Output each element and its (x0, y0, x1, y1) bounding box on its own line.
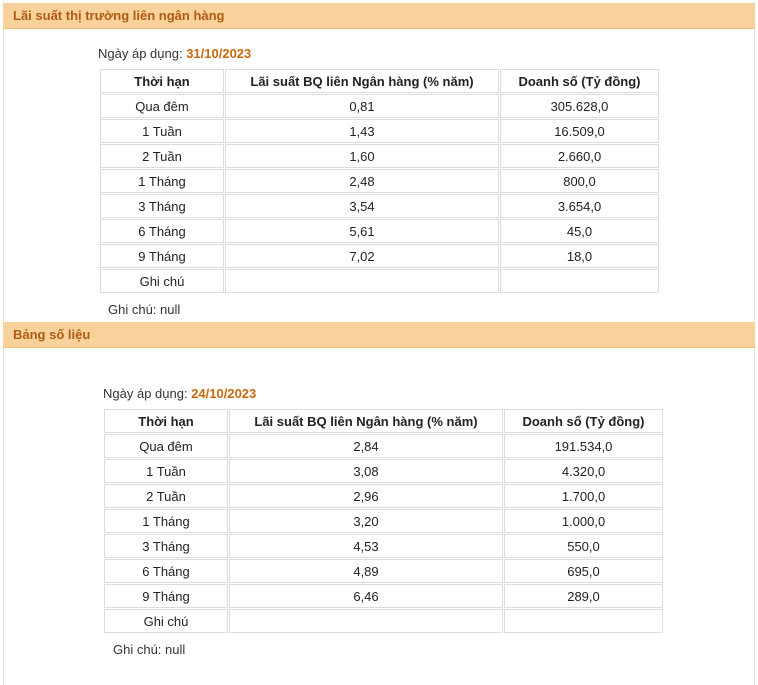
cell-rate: 2,96 (229, 484, 503, 508)
cell-volume: 18,0 (500, 244, 659, 268)
cell-volume: 2.660,0 (500, 144, 659, 168)
cell-volume: 3.654,0 (500, 194, 659, 218)
cell-volume: 289,0 (504, 584, 663, 608)
header-term: Thời hạn (104, 409, 228, 433)
cell-rate: 4,53 (229, 534, 503, 558)
cell-term: 1 Tháng (100, 169, 224, 193)
applied-date (98, 46, 251, 61)
cell-volume: 191.534,0 (504, 434, 663, 458)
cell-term: 2 Tuần (100, 144, 224, 168)
cell-term: 3 Tháng (100, 194, 224, 218)
cell-volume: 45,0 (500, 219, 659, 243)
table-row (104, 534, 663, 558)
header-volume: Doanh số (Tỷ đồng) (500, 69, 659, 93)
header-avg-rate: Lãi suất BQ liên Ngân hàng (% năm) (229, 409, 503, 433)
cell-volume (504, 609, 663, 633)
applied-date-label: Ngày áp dụng: (98, 46, 183, 61)
section-header-data-table (3, 322, 755, 348)
cell-rate: 3,20 (229, 509, 503, 533)
cell-rate: 0,81 (225, 94, 499, 118)
cell-volume: 695,0 (504, 559, 663, 583)
cell-volume: 1.700,0 (504, 484, 663, 508)
table-row (100, 219, 659, 243)
table-row (104, 434, 663, 458)
cell-term: 6 Tháng (104, 559, 228, 583)
table-row (104, 459, 663, 483)
table-row (104, 609, 663, 633)
cell-rate: 3,08 (229, 459, 503, 483)
table-header-row (104, 409, 663, 433)
cell-rate: 2,48 (225, 169, 499, 193)
section-header-interbank-rates (3, 3, 755, 29)
cell-rate: 1,43 (225, 119, 499, 143)
table-row (100, 144, 659, 168)
cell-rate: 6,46 (229, 584, 503, 608)
note-text: Ghi chú: null (113, 642, 186, 657)
table-row (100, 169, 659, 193)
table-row (100, 244, 659, 268)
cell-volume: 550,0 (504, 534, 663, 558)
cell-rate (229, 609, 503, 633)
cell-rate: 2,84 (229, 434, 503, 458)
cell-rate: 5,61 (225, 219, 499, 243)
cell-term: 3 Tháng (104, 534, 228, 558)
table-row (100, 269, 659, 293)
interbank-rates-table (99, 68, 660, 294)
cell-volume (500, 269, 659, 293)
cell-term: Qua đêm (100, 94, 224, 118)
header-avg-rate: Lãi suất BQ liên Ngân hàng (% năm) (225, 69, 499, 93)
cell-volume: 800,0 (500, 169, 659, 193)
table-header-row (100, 69, 659, 93)
cell-rate (225, 269, 499, 293)
cell-volume: 4.320,0 (504, 459, 663, 483)
cell-term: 2 Tuần (104, 484, 228, 508)
applied-date (103, 386, 256, 401)
cell-term: Ghi chú (104, 609, 228, 633)
applied-date-value: 31/10/2023 (186, 46, 252, 61)
cell-term: 9 Tháng (100, 244, 224, 268)
header-volume: Doanh số (Tỷ đồng) (504, 409, 663, 433)
section-title: Lãi suất thị trường liên ngân hàng (13, 8, 225, 23)
table-row (104, 484, 663, 508)
cell-volume: 1.000,0 (504, 509, 663, 533)
cell-term: 1 Tuần (100, 119, 224, 143)
table-row (104, 584, 663, 608)
section-title: Bảng số liệu (13, 327, 91, 342)
data-table (103, 408, 664, 634)
cell-term: Ghi chú (100, 269, 224, 293)
cell-rate: 7,02 (225, 244, 499, 268)
cell-volume: 16.509,0 (500, 119, 659, 143)
table-row (100, 194, 659, 218)
applied-date-label: Ngày áp dụng: (103, 386, 188, 401)
table-row (104, 509, 663, 533)
cell-term: Qua đêm (104, 434, 228, 458)
table-row (104, 559, 663, 583)
applied-date-value: 24/10/2023 (191, 386, 257, 401)
table-row (100, 94, 659, 118)
note-text: Ghi chú: null (108, 302, 181, 317)
cell-term: 6 Tháng (100, 219, 224, 243)
cell-rate: 3,54 (225, 194, 499, 218)
cell-term: 1 Tuần (104, 459, 228, 483)
header-term: Thời hạn (100, 69, 224, 93)
cell-rate: 4,89 (229, 559, 503, 583)
cell-volume: 305.628,0 (500, 94, 659, 118)
cell-rate: 1,60 (225, 144, 499, 168)
table-row (100, 119, 659, 143)
cell-term: 1 Tháng (104, 509, 228, 533)
cell-term: 9 Tháng (104, 584, 228, 608)
